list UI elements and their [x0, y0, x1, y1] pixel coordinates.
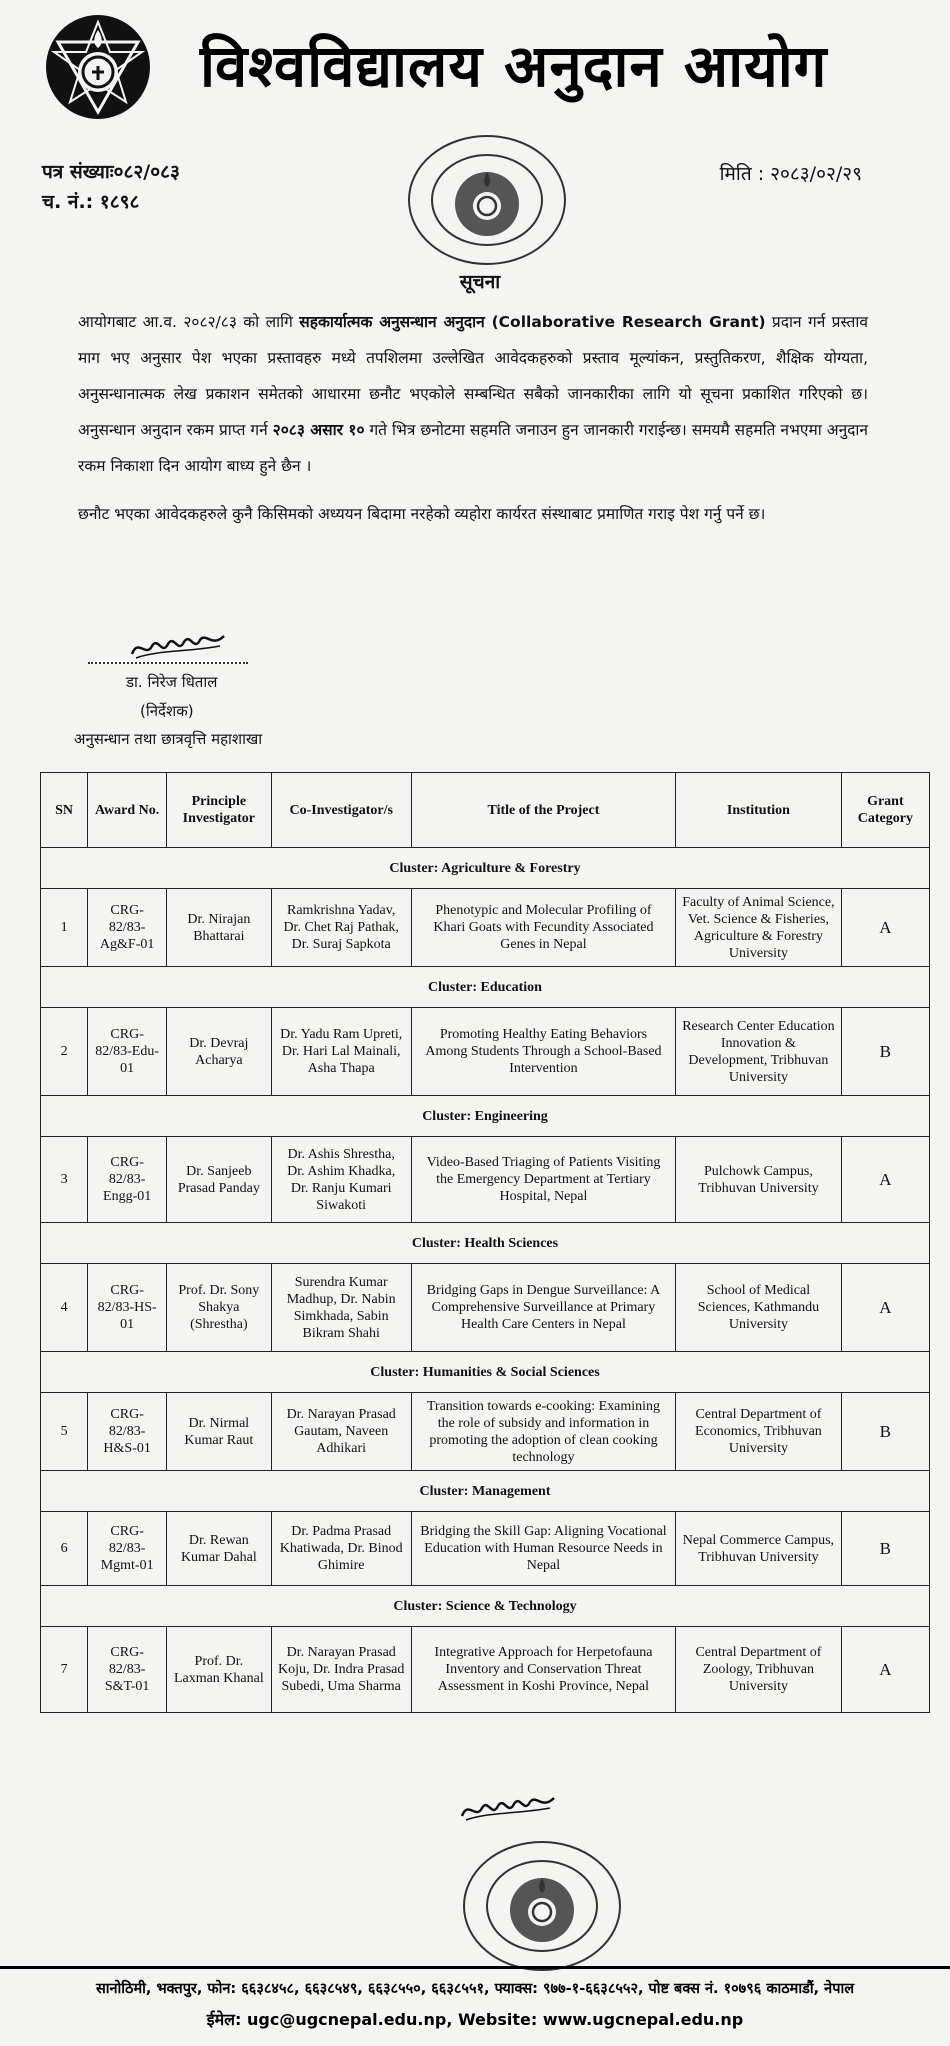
cell-project-title: Phenotypic and Molecular Profiling of Khari Goats with Fecundity Associated Genes in Nepal [411, 889, 675, 967]
cell-co-investigators: Dr. Yadu Ram Upreti, Dr. Hari Lal Mainali, Asha Thapa [271, 1008, 411, 1096]
cell-institution: Central Department of Economics, Tribhuvan University [676, 1393, 842, 1471]
letter-reference-number: पत्र संख्याः०८२/०८३ [42, 161, 180, 183]
signature-line [88, 662, 248, 664]
cell-grant-category: B [841, 1008, 929, 1096]
footer-divider [0, 1966, 950, 1969]
table-row [41, 1393, 930, 1471]
cell-sn: 7 [41, 1627, 88, 1713]
notice-heading: सूचना [459, 271, 501, 293]
deadline-date: २०८३ असार १० [272, 421, 365, 439]
header-institution: Institution [676, 773, 842, 848]
signatory-title: (निर्देशक) [140, 702, 194, 720]
cell-sn: 5 [41, 1393, 88, 1471]
table-row [41, 1627, 930, 1713]
table-row [41, 889, 930, 967]
cell-institution: Central Department of Zoology, Tribhuvan University [676, 1627, 842, 1713]
cell-sn: 4 [41, 1264, 88, 1352]
dispatch-number: च. नं.: १८९८ [42, 191, 140, 213]
cell-project-title: Integrative Approach for Herpetofauna Inventory and Conservation Threat Assessment in Koshi Province, Nepal [411, 1627, 675, 1713]
cell-award-no: CRG-82/83-H&S-01 [88, 1393, 167, 1471]
notice-date: मिति : २०८३/०२/२९ [719, 163, 862, 185]
signature-icon [128, 628, 228, 666]
cell-project-title: Bridging Gaps in Dengue Surveillance: A Comprehensive Surveillance at Primary Health Care Centers in Nepal [411, 1264, 675, 1352]
cell-co-investigators: Dr. Narayan Prasad Gautam, Naveen Adhikari [271, 1393, 411, 1471]
ugc-seal-icon [405, 132, 570, 267]
cluster-row [41, 967, 930, 1008]
cell-co-investigators: Dr. Ashis Shrestha, Dr. Ashim Khadka, Dr. Ranju Kumari Siwakoti [271, 1137, 411, 1223]
cell-award-no: CRG-82/83-HS-01 [88, 1264, 167, 1352]
cluster-label: Cluster: Humanities & Social Sciences [41, 1352, 930, 1393]
table-row [41, 1512, 930, 1586]
cluster-label: Cluster: Education [41, 967, 930, 1008]
cluster-row [41, 1586, 930, 1627]
cluster-label: Cluster: Science & Technology [41, 1586, 930, 1627]
cell-pi: Dr. Sanjeeb Prasad Panday [167, 1137, 271, 1223]
cluster-label: Cluster: Health Sciences [41, 1223, 930, 1264]
cell-sn: 3 [41, 1137, 88, 1223]
cluster-row [41, 1223, 930, 1264]
cell-institution: School of Medical Sciences, Kathmandu University [676, 1264, 842, 1352]
signature-icon [458, 1790, 558, 1828]
table-header-row [41, 773, 930, 848]
notice-body [78, 304, 868, 544]
cell-grant-category: A [841, 1627, 929, 1713]
header-principal-investigator: Principle Investigator [167, 773, 271, 848]
table-row [41, 1008, 930, 1096]
cell-institution: Nepal Commerce Campus, Tribhuvan University [676, 1512, 842, 1586]
cluster-row [41, 848, 930, 889]
cell-co-investigators: Dr. Narayan Prasad Koju, Dr. Indra Prasad Subedi, Uma Sharma [271, 1627, 411, 1713]
cell-award-no: CRG-82/83-S&T-01 [88, 1627, 167, 1713]
cell-co-investigators: Surendra Kumar Madhup, Dr. Nabin Simkhada, Sabin Bikram Shahi [271, 1264, 411, 1352]
cell-institution: Research Center Education Innovation & Development, Tribhuvan University [676, 1008, 842, 1096]
cell-grant-category: B [841, 1512, 929, 1586]
grant-name: सहकार्यात्मक अनुसन्धान अनुदान (Collaborative Research Grant) [299, 313, 766, 331]
cell-project-title: Transition towards e-cooking: Examining the role of subsidy and information in promoting the adoption of clean cooking technology [411, 1393, 675, 1471]
cell-award-no: CRG-82/83-Ag&F-01 [88, 889, 167, 967]
cell-pi: Dr. Rewan Kumar Dahal [167, 1512, 271, 1586]
cell-pi: Prof. Dr. Sony Shakya (Shrestha) [167, 1264, 271, 1352]
cell-project-title: Bridging the Skill Gap: Aligning Vocational Education with Human Resource Needs in Nepal [411, 1512, 675, 1586]
cell-project-title: Promoting Healthy Eating Behaviors Among Students Through a School-Based Intervention [411, 1008, 675, 1096]
cell-sn: 6 [41, 1512, 88, 1586]
cell-grant-category: A [841, 889, 929, 967]
cell-award-no: CRG-82/83-Edu-01 [88, 1008, 167, 1096]
grant-awards-table [40, 772, 930, 1713]
footer-contact: ईमेल: ugc@ugcnepal.edu.np, Website: www.ugcnepal.edu.np [206, 2010, 744, 2029]
signatory-department: अनुसन्धान तथा छात्रवृत्ति महाशाखा [74, 730, 263, 748]
cluster-row [41, 1352, 930, 1393]
cell-grant-category: A [841, 1264, 929, 1352]
cell-grant-category: B [841, 1393, 929, 1471]
cell-grant-category: A [841, 1137, 929, 1223]
cluster-row [41, 1096, 930, 1137]
cell-pi: Dr. Devraj Acharya [167, 1008, 271, 1096]
header-award-no: Award No. [88, 773, 167, 848]
cell-sn: 2 [41, 1008, 88, 1096]
ugc-logo-icon [38, 12, 158, 122]
table-row [41, 1137, 930, 1223]
cell-pi: Prof. Dr. Laxman Khanal [167, 1627, 271, 1713]
cell-project-title: Video-Based Triaging of Patients Visiting the Emergency Department at Tertiary Hospital, Nepal [411, 1137, 675, 1223]
ugc-seal-icon [460, 1838, 625, 1973]
body-text-segment: आयोगबाट आ.व. २०८२/८३ को लागि [78, 313, 300, 331]
cell-institution: Faculty of Animal Science, Vet. Science & Fisheries, Agriculture & Forestry University [676, 889, 842, 967]
cell-pi: Dr. Nirmal Kumar Raut [167, 1393, 271, 1471]
cell-sn: 1 [41, 889, 88, 967]
cell-pi: Dr. Nirajan Bhattarai [167, 889, 271, 967]
footer-address: सानोठिमी, भक्तपुर, फोन: ६६३८४५८, ६६३८५४९, ६६३८५५०, ६६३८५५१, फ्याक्स: ९७७-१-६६३८५५२, पोष्ट बक्स नं. १०७९६ काठमाडौं, नेपाल [95, 1981, 855, 1997]
notice-paragraph-1 [78, 304, 868, 484]
body-text-segment: गते भित्र छनोटमा सहमति जनाउन हुन जानकारी गराईन्छ। समयमै सहमति नभएमा अनुदान रकम निकाशा दिन आयोग बाध्य हुने छैन । [78, 421, 869, 475]
body-text-segment: प्रदान गर्न प्रस्ताव माग भए अनुसार पेश भएका प्रस्तावहरु मध्ये तपशिलमा उल्लेखित आवेदकहरुको प्रस्ताव मूल्यांकन, प्रस्तुतिकरण, शैक्षिक योग्यता, अनुसन्धानात्मक लेख प्रकाशन समेतको आधारमा छनौट भएकोले सम्बन्धित सबैको जानकारीका लागि यो सूचना प्रकाशित गरिएको छ। अनुसन्धान अनुदान रकम प्राप्त गर्न [78, 313, 868, 439]
cell-award-no: CRG-82/83-Mgmt-01 [88, 1512, 167, 1586]
cell-co-investigators: Dr. Padma Prasad Khatiwada, Dr. Binod Ghimire [271, 1512, 411, 1586]
notice-paragraph-2: छनौट भएका आवेदकहरुले कुनै किसिमको अध्ययन बिदामा नरहेको व्यहोरा कार्यरत संस्थाबाट प्रमाणित गराइ पेश गर्नु पर्ने छ। [78, 505, 766, 523]
cluster-label: Cluster: Management [41, 1471, 930, 1512]
header-sn: SN [41, 773, 88, 848]
table-row [41, 1264, 930, 1352]
header-co-investigators: Co-Investigator/s [271, 773, 411, 848]
cluster-row [41, 1471, 930, 1512]
signatory-name: डा. निरेज धिताल [126, 673, 218, 691]
cell-award-no: CRG-82/83-Engg-01 [88, 1137, 167, 1223]
organization-name: विश्वविद्यालय अनुदान आयोग [200, 32, 828, 100]
cluster-label: Cluster: Engineering [41, 1096, 930, 1137]
cell-institution: Pulchowk Campus, Tribhuvan University [676, 1137, 842, 1223]
header-grant-category: Grant Category [841, 773, 929, 848]
cluster-label: Cluster: Agriculture & Forestry [41, 848, 930, 889]
header-project-title: Title of the Project [411, 773, 675, 848]
cell-co-investigators: Ramkrishna Yadav, Dr. Chet Raj Pathak, Dr. Suraj Sapkota [271, 889, 411, 967]
